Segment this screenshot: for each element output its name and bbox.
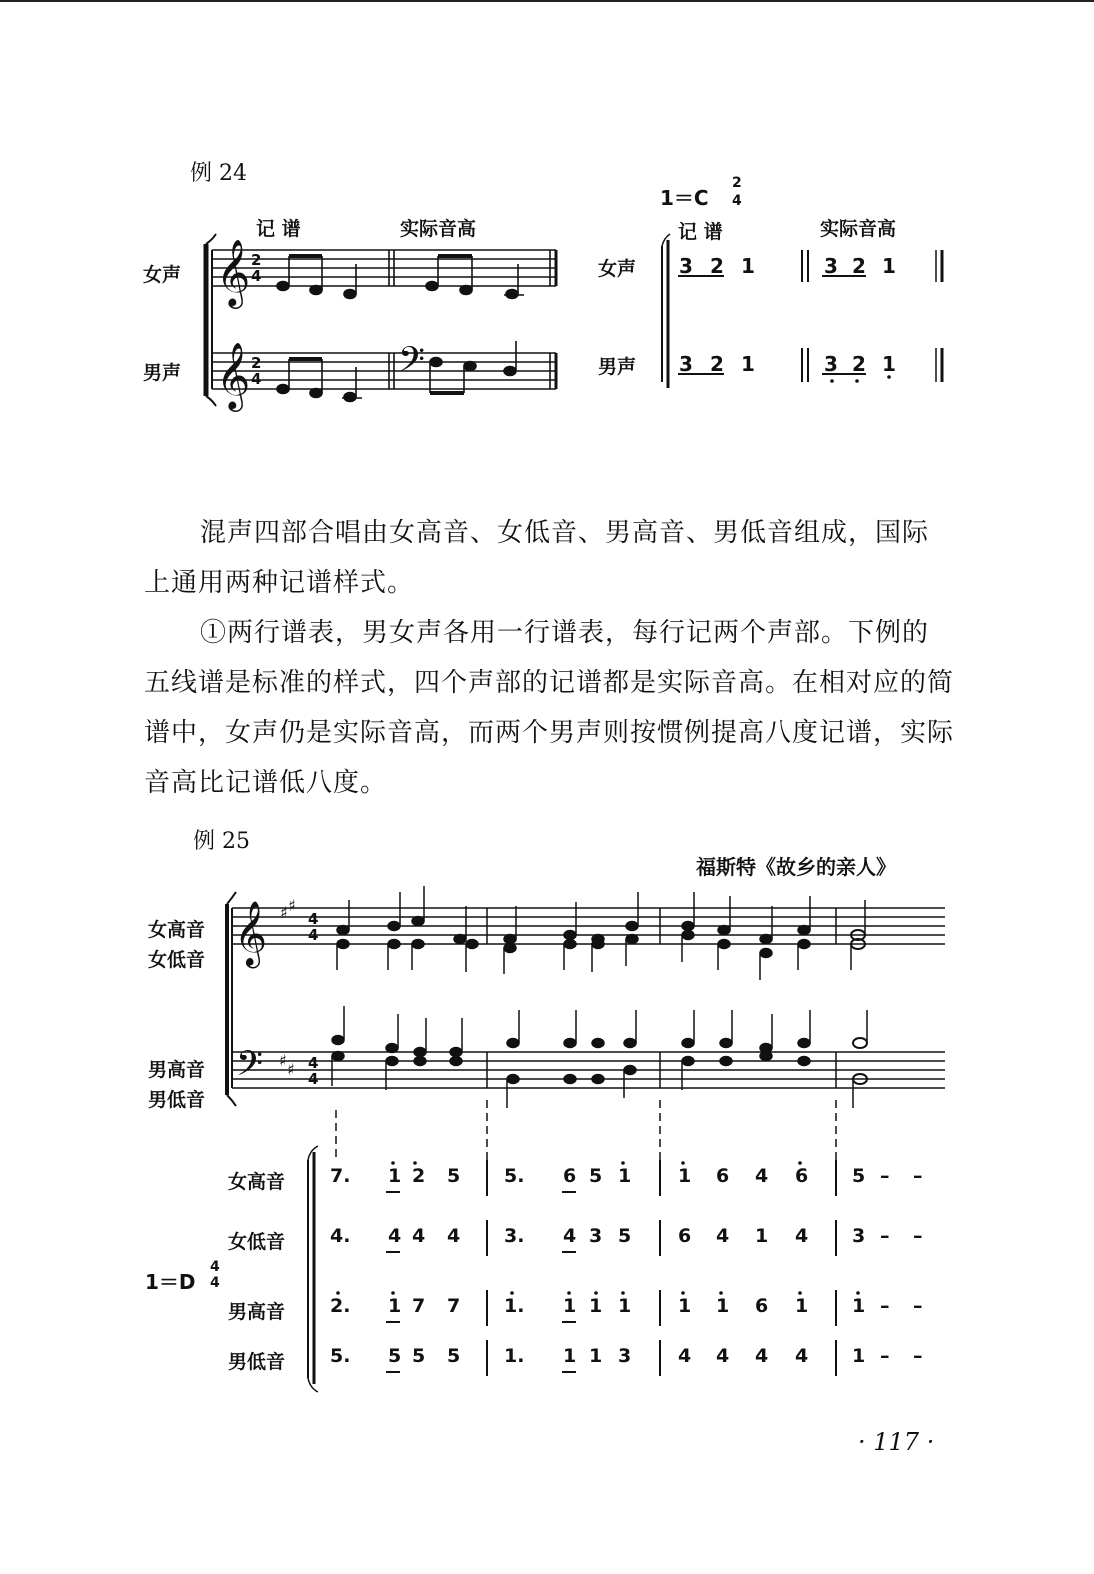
page-number: · 117 ·: [858, 1428, 935, 1456]
jianpu-note: 4: [388, 1225, 402, 1247]
jianpu-note: 1: [388, 1165, 402, 1187]
svg-text:4: 4: [308, 926, 319, 944]
jianpu-note: 2.: [330, 1295, 351, 1317]
jianpu-note: 4.: [330, 1225, 351, 1247]
jianpu-note: 4: [678, 1345, 692, 1367]
ex25-label-bass: 男低音: [148, 1089, 206, 1111]
jianpu-note: –: [913, 1165, 923, 1187]
jianpu-note: 1: [795, 1295, 809, 1317]
jianpu-note: 6: [716, 1165, 730, 1187]
jianpu-note: –: [880, 1345, 890, 1367]
jianpu-note: 2: [710, 254, 724, 278]
ex25-label-alto: 女低音: [148, 949, 206, 971]
bass-clef-icon: 𝄢: [398, 339, 426, 388]
jianpu-note: 4: [795, 1225, 809, 1247]
jianpu-note: 5: [852, 1165, 866, 1187]
ex25-jianpu-part-label: 男高音: [228, 1301, 286, 1323]
example-24-label: 例 24: [190, 161, 247, 186]
jianpu-note: 5: [447, 1165, 461, 1187]
treble-clef-icon: 𝄞: [234, 901, 268, 966]
jianpu-note: 2: [852, 254, 866, 278]
jianpu-note: 1: [563, 1295, 577, 1317]
jianpu-note: 4: [795, 1345, 809, 1367]
ex25-jianpu-time-top: 4: [210, 1259, 220, 1275]
jianpu-note: 1.: [504, 1345, 525, 1367]
jianpu-note: 2: [412, 1165, 426, 1187]
jianpu-note: 4: [412, 1225, 426, 1247]
jianpu-note: 1: [589, 1295, 603, 1317]
jianpu-note: 5: [447, 1345, 461, 1367]
ex24-jianpu-key: 1＝C: [660, 186, 709, 210]
example-25-label: 例 25: [193, 829, 250, 854]
jianpu-note: 7: [412, 1295, 426, 1317]
ex25-jianpu-part-label: 男低音: [228, 1351, 286, 1373]
jianpu-note: –: [913, 1345, 923, 1367]
ex24-jianpu-time-top: 2: [732, 175, 742, 191]
jianpu-note: –: [880, 1225, 890, 1247]
ex25-label-tenor: 男高音: [148, 1059, 206, 1081]
jianpu-note: 1: [852, 1345, 866, 1367]
ex25-source: 福斯特《故乡的亲人》: [696, 855, 896, 879]
jianpu-note: 1: [882, 254, 896, 278]
jianpu-note: 1: [618, 1165, 632, 1187]
jianpu-note: 3: [824, 352, 838, 376]
jianpu-note: 7: [447, 1295, 461, 1317]
svg-text:♯: ♯: [280, 903, 288, 922]
ex25-jianpu-part-label: 女低音: [228, 1231, 286, 1253]
paragraph-1: 混声四部合唱由女高音、女低音、男高音、男低音组成，国际上通用两种记谱样式。: [144, 518, 930, 598]
ex24-jianpu-time-bottom: 4: [732, 193, 742, 209]
ex24-jianpu-header-notated: 记 谱: [678, 221, 723, 243]
jianpu-note: –: [880, 1295, 890, 1317]
ex24-jianpu-voice-male: 男声: [598, 356, 637, 378]
jianpu-note: 1: [741, 254, 755, 278]
jianpu-note: 1: [563, 1345, 577, 1367]
svg-text:2: 2: [251, 354, 262, 372]
treble-clef-icon: 𝄞: [216, 341, 251, 409]
ex24-header-actual: 实际音高: [400, 218, 477, 240]
ex24-jianpu-voice-female: 女声: [598, 258, 637, 280]
jianpu-note: –: [913, 1225, 923, 1247]
jianpu-note: 1: [589, 1345, 603, 1367]
jianpu-note: 4: [447, 1225, 461, 1247]
ex25-jianpu-part-label: 女高音: [228, 1171, 286, 1193]
jianpu-note: 1: [678, 1165, 692, 1187]
jianpu-note: 5.: [504, 1165, 525, 1187]
jianpu-note: 1: [388, 1295, 402, 1317]
jianpu-note: 4: [755, 1345, 769, 1367]
ex24-voice-female: 女声: [143, 264, 182, 286]
bass-clef-icon: 𝄢: [236, 1043, 264, 1092]
jianpu-note: 4: [755, 1165, 769, 1187]
svg-text:4: 4: [308, 1070, 319, 1088]
jianpu-note: –: [880, 1165, 890, 1187]
svg-text:♯: ♯: [287, 1060, 295, 1079]
jianpu-note: 3: [824, 254, 838, 278]
jianpu-note: 5: [412, 1345, 426, 1367]
treble-clef-icon: 𝄞: [216, 238, 251, 306]
ex25-jianpu-key: 1＝D: [145, 1270, 196, 1294]
jianpu-note: 2: [852, 352, 866, 376]
svg-text:♯: ♯: [288, 896, 296, 915]
jianpu-note: –: [913, 1295, 923, 1317]
jianpu-note: 3: [618, 1345, 632, 1367]
jianpu-note: 1.: [504, 1295, 525, 1317]
ex24-voice-male: 男声: [143, 362, 182, 384]
jianpu-note: 4: [716, 1345, 730, 1367]
jianpu-note: 1: [852, 1295, 866, 1317]
ex25-jianpu-time-bottom: 4: [210, 1275, 220, 1291]
jianpu-note: 1: [741, 352, 755, 376]
jianpu-note: 5.: [330, 1345, 351, 1367]
jianpu-note: 1: [755, 1225, 769, 1247]
ex24-header-notated: 记 谱: [256, 218, 301, 240]
jianpu-note: 1: [618, 1295, 632, 1317]
jianpu-note: 5: [388, 1345, 402, 1367]
jianpu-note: 4: [563, 1225, 577, 1247]
ex25-label-soprano: 女高音: [148, 919, 206, 941]
jianpu-note: 5: [618, 1225, 632, 1247]
jianpu-note: 2: [710, 352, 724, 376]
jianpu-note: 3: [679, 352, 693, 376]
jianpu-note: 1: [678, 1295, 692, 1317]
jianpu-note: 3: [589, 1225, 603, 1247]
jianpu-note: 6: [755, 1295, 769, 1317]
paragraph-2: ①两行谱表，男女声各用一行谱表，每行记两个声部。下例的五线谱是标准的样式，四个声部的记谱都是实际音高。在相对应的简谱中，女声仍是实际音高，而两个男声则按惯例提高八度记谱，实际音高比记谱低八度。: [144, 618, 955, 798]
svg-text:♯: ♯: [279, 1051, 287, 1070]
svg-text:2: 2: [251, 251, 262, 269]
ex24-jianpu-header-actual: 实际音高: [820, 218, 897, 240]
jianpu-note: 3: [852, 1225, 866, 1247]
svg-text:4: 4: [251, 370, 262, 388]
jianpu-note: 1: [716, 1295, 730, 1317]
jianpu-note: 1: [882, 352, 896, 376]
jianpu-note: 3: [679, 254, 693, 278]
jianpu-note: 6: [678, 1225, 692, 1247]
svg-text:4: 4: [308, 910, 319, 928]
jianpu-note: 3.: [504, 1225, 525, 1247]
jianpu-note: 6: [563, 1165, 577, 1187]
jianpu-note: 7.: [330, 1165, 351, 1187]
jianpu-note: 5: [589, 1165, 603, 1187]
jianpu-note: 4: [716, 1225, 730, 1247]
jianpu-note: 6: [795, 1165, 809, 1187]
svg-text:4: 4: [308, 1054, 319, 1072]
svg-text:4: 4: [251, 267, 262, 285]
